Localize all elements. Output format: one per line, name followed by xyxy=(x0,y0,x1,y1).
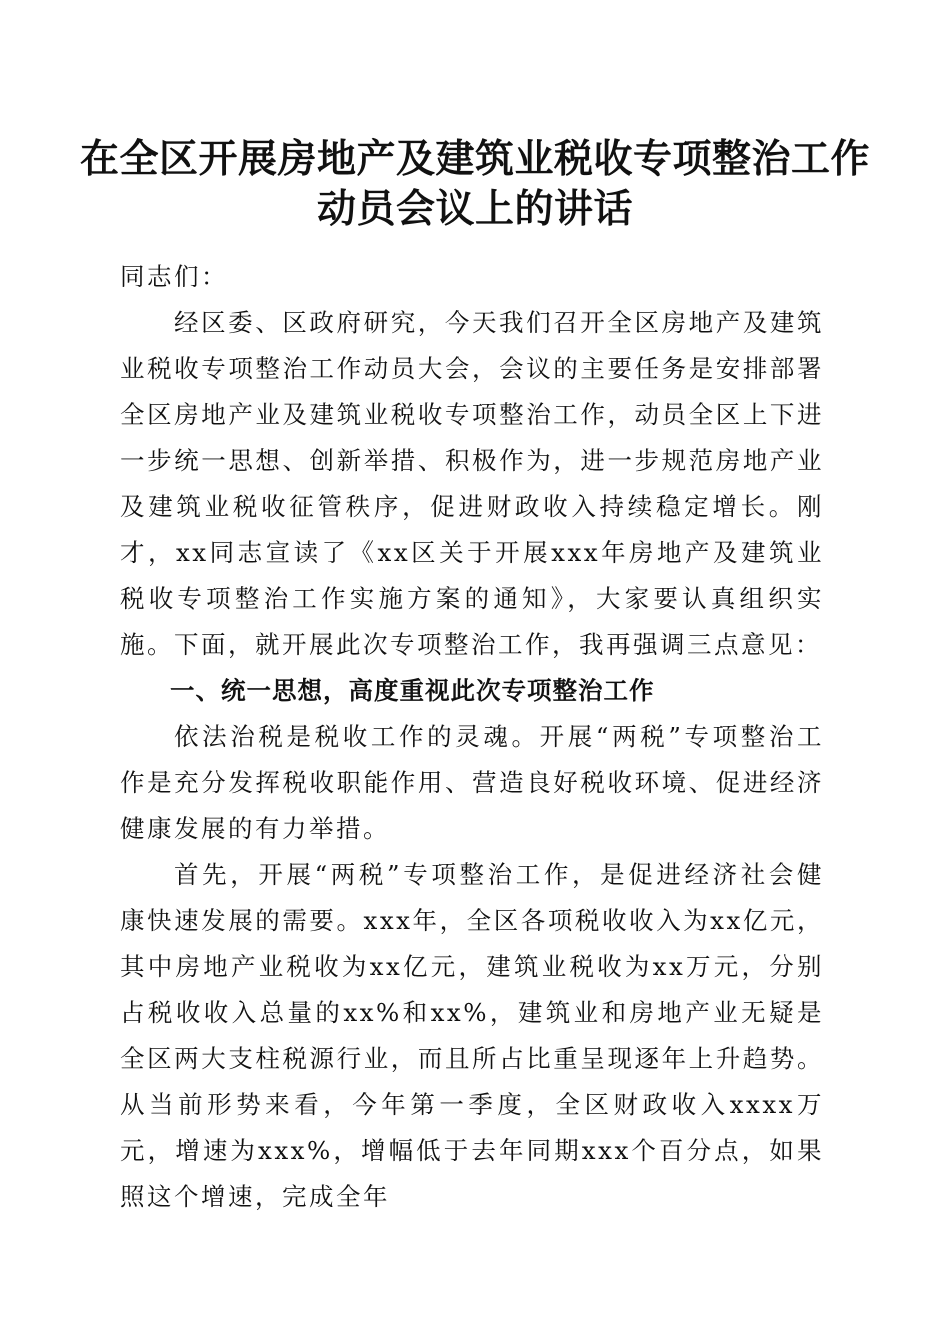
section-paragraph-1: 依法治税是税收工作的灵魂。开展“两税”专项整治工作是充分发挥税收职能作用、营造良好税收环境、促进经济健康发展的有力举措。 xyxy=(120,722,824,843)
salutation: 同志们： xyxy=(120,262,228,291)
intro-paragraph: 经区委、区政府研究，今天我们召开全区房地产及建筑业税收专项整治工作动员大会，会议的主要任务是安排部署全区房地产业及建筑业税收专项整治工作，动员全区上下进一步统一思想、创新举措、积极作为，进一步规范房地产业及建筑业税收征管秩序，促进财政收入持续稳定增长。刚才，xx同志宣读了《xx区关于开展xxx年房地产及建筑业税收专项整治工作实施方案的通知》，大家要认真组织实施。下面，就开展此次专项整治工作，我再强调三点意见： xyxy=(120,308,824,659)
title-line-1: 在全区开展房地产及建筑业税收专项整治工作 xyxy=(79,136,870,182)
title-line-2: 动员会议上的讲话 xyxy=(316,186,633,232)
section-heading: 一、统一思想，高度重视此次专项整治工作 xyxy=(170,676,655,705)
section-paragraph-2: 首先，开展“两税”专项整治工作，是促进经济社会健康快速发展的需要。xxx年，全区各项税收收入为xx亿元，其中房地产业税收为xx亿元，建筑业税收为xx万元，分别占税收收入总量的xx%和xx%，建筑业和房地产业无疑是全区两大支柱税源行业，而且所占比重呈现逐年上升趋势。从当前形势来看，今年第一季度，全区财政收入xxxx万元，增速为xxx%，增幅低于去年同期xxx个百分点，如果照这个增速，完成全年 xyxy=(120,860,824,1211)
document-title xyxy=(0,134,950,234)
document-body xyxy=(120,254,824,1220)
